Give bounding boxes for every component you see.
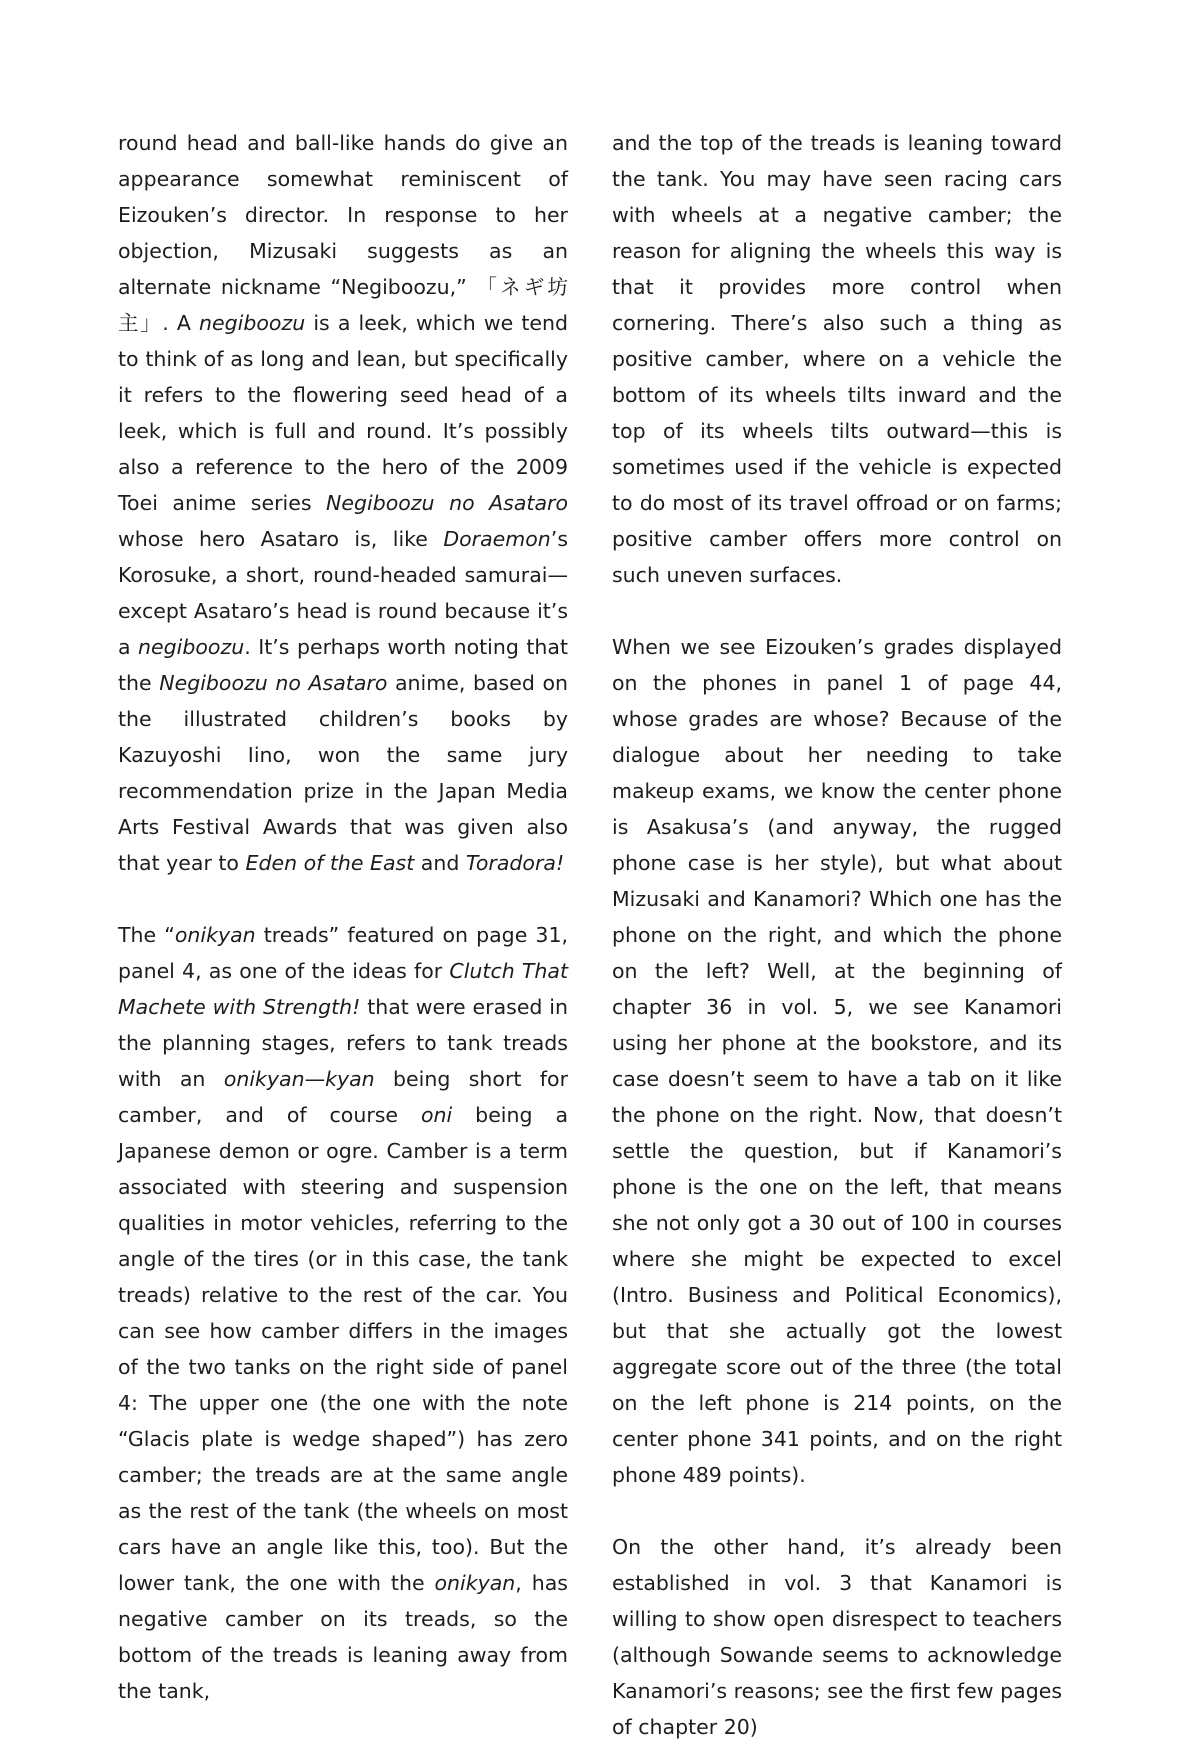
paragraph: round head and ball-like hands do give an appearance somewhat reminiscent of Eizouken’s director. In response to her objection, Mizusaki suggests as an alternate nickname “Negiboozu,” 「ネギ坊主」. A negiboozu is a leek, which we tend to think of as long and lean, but specifically it refers to the flowering seed head of a leek, which is full and round. It’s possibly also a reference to the hero of the 2009 Toei anime series Negiboozu no Asataro whose hero Asataro is, like Doraemon’s Korosuke, a short, round-headed samurai—except Asataro’s head is round because it’s a negiboozu. It’s perhaps worth noting that the Negiboozu no Asataro anime, based on the illustrated children’s books by Kazuyoshi Iino, won the same jury recommendation prize in the Japan Media Arts Festival Awards that was given also that year to Eden of the East and Toradora! <box>118 131 568 875</box>
right-text-column <box>612 125 1062 1745</box>
paragraph: The “onikyan treads” featured on page 31, panel 4, as one of the ideas for Clutch That Machete with Strength! that were erased in the planning stages, refers to tank treads with an onikyan—kyan being short for camber, and of course oni being a Japanese demon or ogre. Camber is a term associated with steering and suspension qualities in motor vehicles, referring to the angle of the tires (or in this case, the tank treads) relative to the rest of the car. You can see how camber differs in the images of the two tanks on the right side of panel 4: The upper one (the one with the note “Glacis plate is wedge shaped”) has zero camber; the treads are at the same angle as the rest of the tank (the wheels on most cars have an angle like this, too). But the lower tank, the one with the onikyan, has negative camber on its treads, so the bottom of the treads is leaning away from the tank, <box>118 923 569 1703</box>
paragraph: When we see Eizouken’s grades displayed on the phones in panel 1 of page 44, whose grades are whose? Because of the dialogue about her needing to take makeup exams, we know the center phone is Asakusa’s (and anyway, the rugged phone case is her style), but what about Mizusaki and Kanamori? Which one has the phone on the right, and which the phone on the left? Well, at the beginning of chapter 36 in vol. 5, we see Kanamori using her phone at the bookstore, and its case doesn’t seem to have a tab on it like the phone on the right. Now, that doesn’t settle the question, but if Kanamori’s phone is the one on the left, that means she not only got a 30 out of 100 in courses where she might be expected to excel (Intro. Business and Political Economics), but that she actually got the lowest aggregate score out of the three (the total on the left phone is 214 points, on the center phone 341 points, and on the right phone 489 points). <box>612 635 1062 1487</box>
left-text-column <box>118 125 568 1709</box>
paragraph: and the top of the treads is leaning toward the tank. You may have seen racing cars with wheels at a negative camber; the reason for aligning the wheels this way is that it provides more control when cornering. There’s also such a thing as positive camber, where on a vehicle the bottom of its wheels tilts inward and the top of its wheels tilts outward—this is sometimes used if the vehicle is expected to do most of its travel offroad or on farms; positive camber offers more control on such uneven surfaces. <box>612 131 1062 587</box>
paragraph: On the other hand, it’s already been established in vol. 3 that Kanamori is willing to show open disrespect to teachers (although Sowande seems to acknowledge Kanamori’s reasons; see the first few pages of chapter 20) <box>612 1535 1062 1739</box>
